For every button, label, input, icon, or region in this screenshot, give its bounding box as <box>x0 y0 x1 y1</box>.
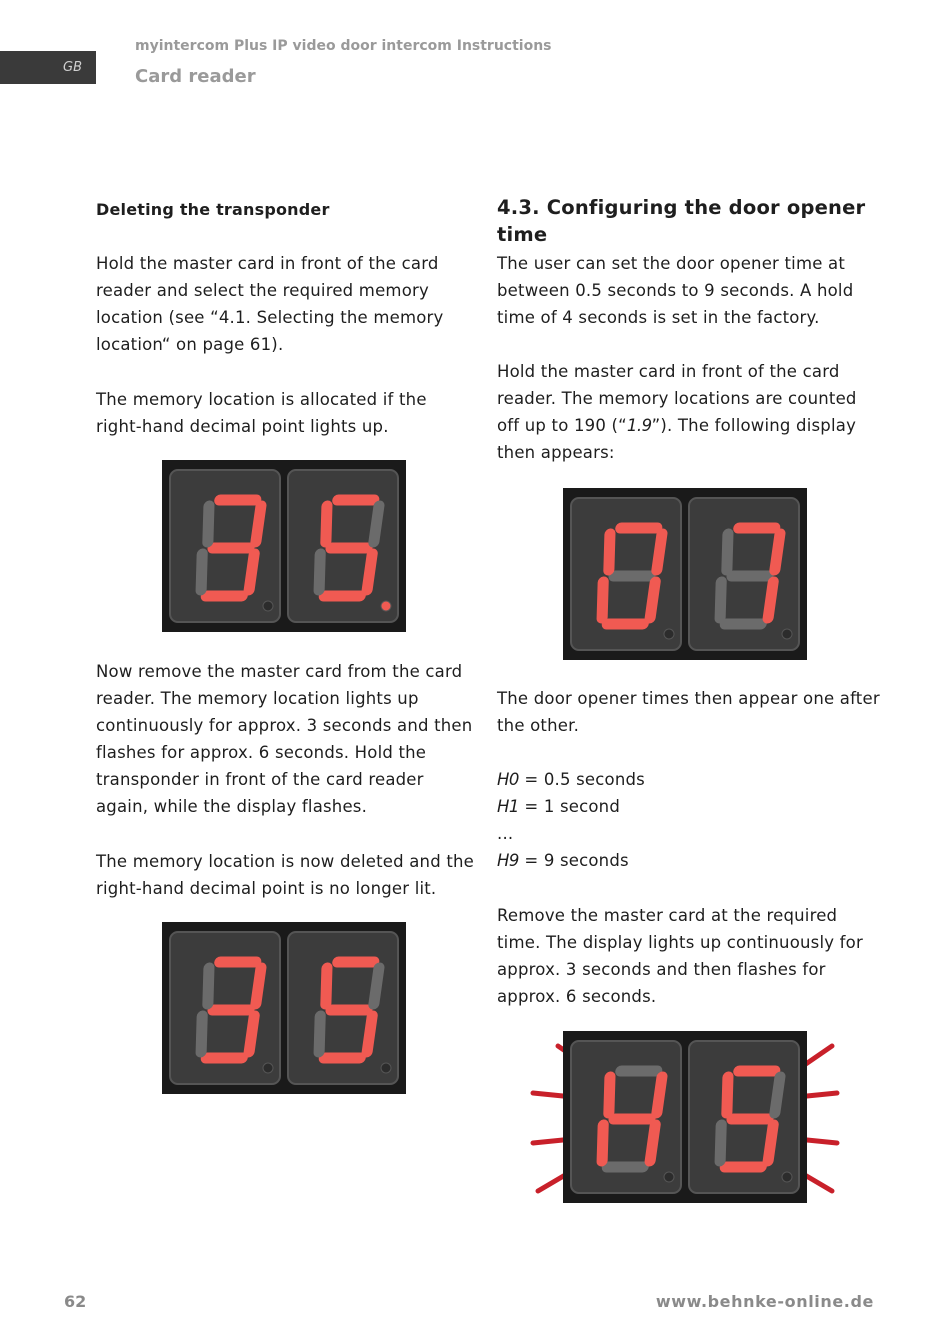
segment-f <box>605 1077 614 1113</box>
digit-cell <box>571 1041 681 1193</box>
display-code-1-9: 1.9 <box>626 416 652 435</box>
digit-cell <box>571 498 681 650</box>
segment-c <box>768 1125 773 1161</box>
display-figure-right-1 <box>563 488 807 660</box>
segment-e <box>598 582 607 618</box>
time-code: H9 <box>497 851 519 870</box>
left-paragraph-3: Now remove the master card from the card reader. The memory location lights up continuously for approx. 3 seconds and then flashes for approx. 6 seconds. Hold the transponder in front of the card reader again, while the display flashes. <box>96 662 473 816</box>
section-title: Card reader <box>135 66 256 87</box>
decimal-point <box>381 1063 391 1073</box>
time-item-h9 <box>497 847 882 874</box>
decimal-point <box>782 629 792 639</box>
decimal-point <box>664 1172 674 1182</box>
segment-f <box>322 968 331 1004</box>
language-tab-label: GB <box>63 60 82 75</box>
segment-b <box>256 968 261 1004</box>
segment-f <box>322 506 331 542</box>
left-paragraph-1: Hold the master card in front of the card reader and select the required memory location (see “4.1. Selecting the memory location“ on page 61). <box>96 254 444 354</box>
display-figure-left-1 <box>162 460 406 632</box>
website-link: www.behnke-online.de <box>655 1292 874 1311</box>
decimal-point <box>381 601 391 611</box>
time-text: = 1 second <box>518 797 621 816</box>
segment-e <box>315 554 324 590</box>
right-paragraph-4: Remove the master card at the required time. The display lights up continuously for approx. 3 seconds and then flashes for approx. 6 seconds. <box>497 906 863 1006</box>
time-code: H1 <box>497 797 519 816</box>
segment-e <box>197 1016 206 1052</box>
seven-segment-display <box>162 922 406 1094</box>
decimal-point <box>263 601 273 611</box>
time-item-h1 <box>497 793 882 820</box>
seven-segment-display <box>563 488 807 660</box>
seven-segment-display <box>563 1031 807 1203</box>
time-item-h0 <box>497 766 882 793</box>
decimal-point <box>664 629 674 639</box>
segment-f <box>723 534 732 570</box>
segment-b <box>775 534 780 570</box>
segment-e <box>315 1016 324 1052</box>
subheading-deleting-transponder: Deleting the transponder <box>96 200 330 219</box>
segment-c <box>367 554 372 590</box>
digit-cell <box>288 932 398 1084</box>
right-paragraph-2 <box>497 358 882 466</box>
seven-segment-display <box>162 460 406 632</box>
segment-e <box>716 582 725 618</box>
left-paragraph-2: The memory location is allocated if the right-hand decimal point lights up. <box>96 390 427 436</box>
segment-c <box>768 582 773 618</box>
decimal-point <box>782 1172 792 1182</box>
right-paragraph-1: The user can set the door opener time at between 0.5 seconds to 9 seconds. A hold time of 4 seconds is set in the factory. <box>497 254 854 327</box>
segment-c <box>367 1016 372 1052</box>
decimal-point <box>263 1063 273 1073</box>
left-paragraph-4: The memory location is now deleted and the right-hand decimal point is no longer lit. <box>96 852 475 898</box>
segment-c <box>650 582 655 618</box>
segment-c <box>249 1016 254 1052</box>
time-text: ... <box>497 824 514 843</box>
digit-cell <box>689 498 799 650</box>
time-text: = 0.5 seconds <box>518 770 645 789</box>
page-number: 62 <box>64 1292 87 1311</box>
segment-e <box>598 1125 607 1161</box>
time-item-ellipsis <box>497 820 882 847</box>
segment-b <box>374 968 379 1004</box>
language-tab <box>0 51 96 84</box>
segment-f <box>204 506 213 542</box>
segment-e <box>716 1125 725 1161</box>
display-figure-left-2 <box>162 922 406 1094</box>
time-text: = 9 seconds <box>518 851 629 870</box>
segment-b <box>256 506 261 542</box>
digit-cell <box>170 470 280 622</box>
segment-f <box>605 534 614 570</box>
segment-b <box>657 1077 662 1113</box>
segment-b <box>374 506 379 542</box>
digit-cell <box>288 470 398 622</box>
door-opener-times-list <box>497 766 882 874</box>
time-code: H0 <box>497 770 519 789</box>
heading-4-3: 4.3. Configuring the door opener time <box>497 196 866 246</box>
right-paragraph-2-part-b: ”). The following display then appears: <box>497 416 857 462</box>
segment-e <box>197 554 206 590</box>
segment-b <box>775 1077 780 1113</box>
digit-cell <box>689 1041 799 1193</box>
segment-c <box>650 1125 655 1161</box>
right-paragraph-2-part-a: Hold the master card in front of the card reader. The memory locations are counted off up to 190 (“ <box>497 362 857 435</box>
segment-b <box>657 534 662 570</box>
digit-cell <box>170 932 280 1084</box>
document-title: myintercom Plus IP video door intercom Instructions <box>135 38 552 54</box>
right-paragraph-3: The door opener times then appear one after the other. <box>497 689 880 735</box>
segment-f <box>204 968 213 1004</box>
segment-c <box>249 554 254 590</box>
segment-f <box>723 1077 732 1113</box>
